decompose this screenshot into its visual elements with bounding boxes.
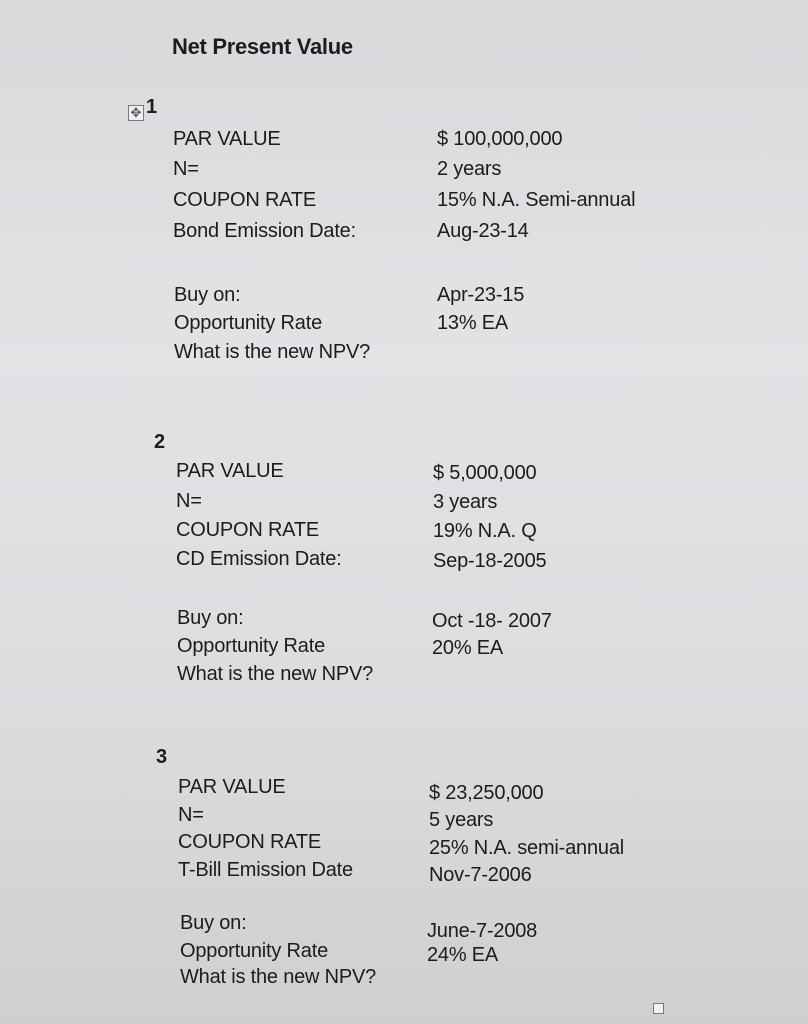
value-par-value-2: $ 5,000,000 [433,462,537,484]
value-opportunity-rate-2: 20% EA [432,637,504,659]
label-buy-on-2: Buy on: [177,607,244,629]
value-n-3: 5 years [429,809,494,831]
label-opportunity-rate-3: Opportunity Rate [180,940,328,962]
value-buy-on-1: Apr-23-15 [437,284,525,306]
problem-number-1: 1 [146,96,158,118]
label-par-value-2: PAR VALUE [176,460,284,482]
label-coupon-rate-1: COUPON RATE [173,189,316,211]
label-opportunity-rate-1: Opportunity Rate [174,312,322,334]
value-coupon-rate-3: 25% N.A. semi-annual [429,837,624,859]
label-par-value-3: PAR VALUE [178,776,286,798]
value-coupon-rate-2: 19% N.A. Q [433,520,537,542]
label-buy-on-3: Buy on: [180,912,247,934]
resize-handle-icon[interactable] [653,1003,664,1014]
value-emission-date-1: Aug-23-14 [437,220,529,242]
label-opportunity-rate-2: Opportunity Rate [177,635,325,657]
value-emission-date-2: Sep-18-2005 [433,550,547,572]
value-n-2: 3 years [433,491,498,513]
label-n-2: N= [176,490,202,512]
value-opportunity-rate-1: 13% EA [437,312,509,334]
value-buy-on-2: Oct -18- 2007 [432,610,552,632]
label-npv-question-2: What is the new NPV? [177,663,374,685]
label-buy-on-1: Buy on: [174,284,241,306]
page-title: Net Present Value [172,34,353,59]
label-par-value-1: PAR VALUE [173,128,281,150]
value-n-1: 2 years [437,158,502,180]
value-emission-date-3: Nov-7-2006 [429,864,532,886]
value-coupon-rate-1: 15% N.A. Semi-annual [437,189,636,211]
value-par-value-3: $ 23,250,000 [429,782,544,804]
problem-number-2: 2 [154,431,166,453]
value-par-value-1: $ 100,000,000 [437,128,563,150]
label-coupon-rate-2: COUPON RATE [176,519,319,541]
label-npv-question-1: What is the new NPV? [174,341,371,363]
label-emission-date-3: T-Bill Emission Date [178,859,353,881]
value-opportunity-rate-3: 24% EA [427,944,499,966]
label-npv-question-3: What is the new NPV? [180,966,377,988]
label-coupon-rate-3: COUPON RATE [178,831,321,853]
label-n-3: N= [178,804,204,826]
table-move-handle-icon[interactable]: ✥ [128,105,144,121]
label-emission-date-2: CD Emission Date: [176,548,342,570]
value-buy-on-3: June-7-2008 [427,920,538,942]
label-emission-date-1: Bond Emission Date: [173,220,356,242]
problem-number-3: 3 [156,746,168,768]
label-n-1: N= [173,158,199,180]
